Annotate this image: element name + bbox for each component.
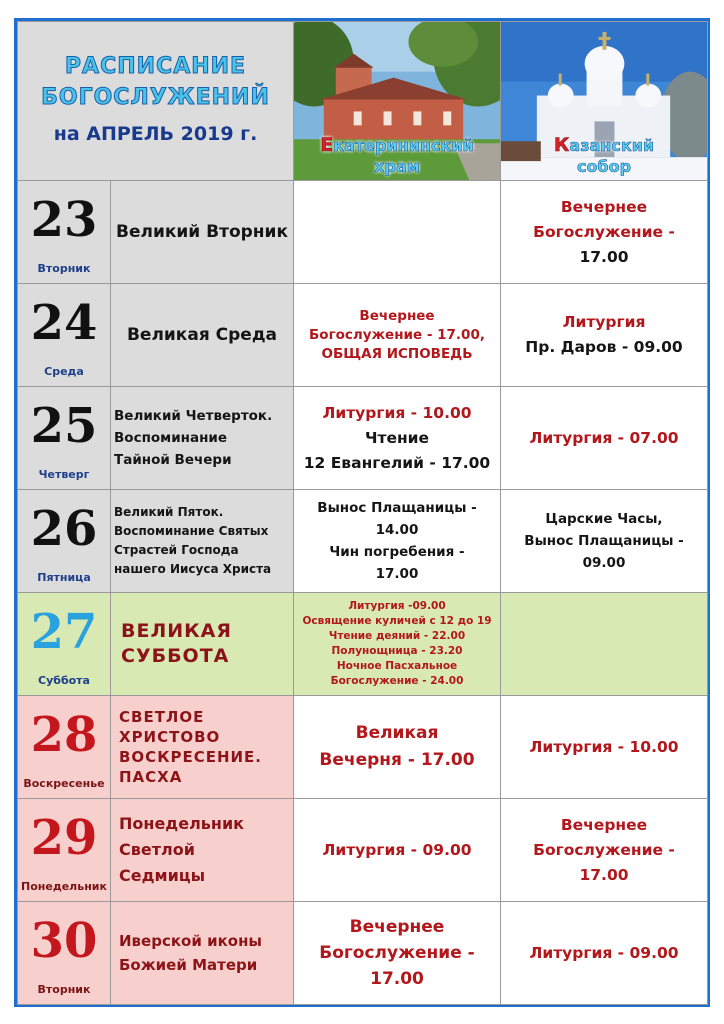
service-line: Вечернее	[560, 815, 648, 834]
date-cell	[18, 593, 111, 696]
service-line: Чтение	[364, 428, 430, 447]
ekaterininsky-service	[294, 284, 501, 387]
date-cell	[18, 284, 111, 387]
day-number: 26	[30, 501, 98, 557]
weekday: Четверг	[38, 468, 90, 481]
day-name-line: СУББОТА	[121, 645, 230, 667]
kazansky-service	[501, 593, 708, 696]
weekday: Суббота	[38, 674, 90, 687]
service-line: 17.00	[579, 865, 629, 884]
service-line: 17.00	[579, 247, 629, 266]
day-number: 30	[30, 913, 98, 969]
weekday: Воскресенье	[23, 777, 105, 790]
service-line: 09.00	[582, 555, 626, 571]
schedule-row	[18, 696, 708, 799]
day-name-line: Иверской иконы	[119, 932, 262, 950]
date-cell	[18, 387, 111, 490]
schedule-title	[18, 22, 294, 181]
date-cell	[18, 490, 111, 593]
schedule-row	[18, 490, 708, 593]
kazansky-caption	[501, 135, 707, 177]
schedule-row	[18, 284, 708, 387]
day-name-line: Понедельник	[119, 814, 245, 833]
kazansky-name-rest: азанский	[569, 136, 655, 155]
service-line: 12 Евангелий - 17.00	[303, 453, 491, 472]
service-line: Литургия - 07.00	[529, 428, 679, 447]
weekday: Среда	[44, 365, 84, 378]
weekday: Вторник	[37, 983, 91, 996]
day-name-line: Воспоминание	[114, 430, 228, 446]
ekaterininsky-caption	[294, 135, 500, 177]
service-line: Царские Часы,	[545, 511, 663, 527]
schedule-row	[18, 593, 708, 696]
day-number: 27	[30, 604, 98, 660]
service-line: Вечернее	[349, 917, 445, 937]
day-name	[111, 387, 294, 490]
day-name-line: ПАСХА	[119, 768, 183, 786]
weekday: Понедельник	[21, 880, 107, 893]
day-name-line: Великий Пяток.	[114, 505, 224, 519]
schedule-table	[17, 21, 708, 1005]
service-line: Литургия	[562, 313, 646, 331]
service-line: Литургия -09.00	[348, 600, 446, 612]
kazansky-service	[501, 181, 708, 284]
service-line: Полунощница - 23.20	[331, 645, 463, 657]
service-line: Богослужение - 17.00,	[309, 326, 485, 343]
service-line: 17.00	[375, 566, 419, 582]
schedule-row	[18, 902, 708, 1005]
day-name-line: Божией Матери	[119, 956, 258, 974]
service-line: Вынос Плащаницы -	[317, 500, 477, 516]
ekaterininsky-service	[294, 902, 501, 1005]
date-cell	[18, 799, 111, 902]
service-line: Богослужение -	[319, 943, 475, 963]
service-line: Чтение деяний - 22.00	[328, 630, 466, 642]
day-number: 25	[30, 398, 98, 454]
schedule-row	[18, 181, 708, 284]
service-line: Богослужение -	[533, 222, 675, 241]
ekaterininsky-service	[294, 490, 501, 593]
day-name-line: Тайной Вечери	[114, 452, 232, 468]
service-line: Пр. Даров - 09.00	[525, 338, 683, 356]
day-number: 24	[30, 295, 98, 351]
day-name-line: Страстей Господа	[114, 543, 239, 557]
day-name-line: ХРИСТОВО	[119, 728, 221, 746]
ekaterininsky-service	[294, 696, 501, 799]
weekday: Вторник	[37, 262, 91, 275]
day-number: 29	[30, 810, 98, 866]
ekaterininsky-service	[294, 181, 501, 284]
service-line: ОБЩАЯ ИСПОВЕДЬ	[321, 345, 473, 362]
day-name-line: Великая Среда	[126, 325, 278, 345]
title-line-3: на АПРЕЛЬ 2019 г.	[53, 123, 258, 145]
title-line-2: БОГОСЛУЖЕНИЙ	[41, 85, 270, 110]
service-line: Богослужение - 24.00	[330, 675, 464, 687]
day-name-line: ВЕЛИКАЯ	[121, 620, 233, 642]
service-line: 17.00	[370, 969, 424, 989]
kazansky-initial: К	[553, 134, 570, 156]
ekaterininsky-name-line2: храм	[374, 157, 420, 176]
service-line: 14.00	[375, 522, 419, 538]
day-name-line: ВОСКРЕСЕНИЕ.	[119, 748, 263, 766]
service-line: Чин погребения -	[329, 544, 465, 560]
day-name	[111, 490, 294, 593]
day-number: 23	[30, 192, 98, 248]
service-line: Великая	[355, 723, 439, 743]
day-name	[111, 284, 294, 387]
service-line: Освящение куличей с 12 до 19	[302, 615, 492, 627]
kazansky-service	[501, 799, 708, 902]
ekaterininsky-header	[294, 22, 501, 181]
kazansky-service	[501, 696, 708, 799]
day-name-line: Седмицы	[119, 866, 206, 885]
service-line: Литургия - 09.00	[322, 840, 472, 859]
ekaterininsky-service	[294, 593, 501, 696]
date-cell	[18, 181, 111, 284]
kazansky-service	[501, 490, 708, 593]
ekaterininsky-initial: Е	[320, 134, 334, 156]
day-name-line: Великий Вторник	[116, 222, 288, 242]
schedule-row	[18, 387, 708, 490]
day-name	[111, 696, 294, 799]
header-row	[18, 22, 708, 181]
day-name	[111, 181, 294, 284]
day-name-line: Воспоминание Святых	[114, 524, 269, 538]
service-line: Литургия - 10.00	[322, 403, 472, 422]
date-cell	[18, 696, 111, 799]
kazansky-service	[501, 387, 708, 490]
day-name	[111, 799, 294, 902]
service-line: Литургия - 09.00	[529, 943, 679, 962]
kazansky-service	[501, 902, 708, 1005]
kazansky-name-line2: собор	[576, 157, 632, 176]
day-name-line: Светлой	[119, 840, 195, 859]
day-name-line: СВЕТЛОЕ	[119, 708, 205, 726]
service-line: Вечернее	[560, 197, 648, 216]
service-line: Вечерня - 17.00	[319, 750, 475, 770]
service-line: Богослужение -	[533, 840, 675, 859]
day-name-line: Великий Четверток.	[114, 408, 273, 424]
service-line: Литургия - 10.00	[529, 737, 679, 756]
kazansky-header	[501, 22, 708, 181]
ekaterininsky-service	[294, 799, 501, 902]
title-line-1: РАСПИСАНИЕ	[64, 54, 247, 79]
day-name	[111, 902, 294, 1005]
day-name-line: нашего Иисуса Христа	[114, 562, 272, 576]
schedule-row	[18, 799, 708, 902]
service-line: Ночное Пасхальное	[336, 660, 458, 672]
ekaterininsky-name-rest: катерининский	[333, 136, 474, 155]
service-line: Вечернее	[359, 307, 435, 324]
day-name	[111, 593, 294, 696]
ekaterininsky-service	[294, 387, 501, 490]
service-line: Вынос Плащаницы -	[524, 533, 684, 549]
date-cell	[18, 902, 111, 1005]
day-number: 28	[30, 707, 98, 763]
weekday: Пятница	[37, 571, 91, 584]
kazansky-service	[501, 284, 708, 387]
